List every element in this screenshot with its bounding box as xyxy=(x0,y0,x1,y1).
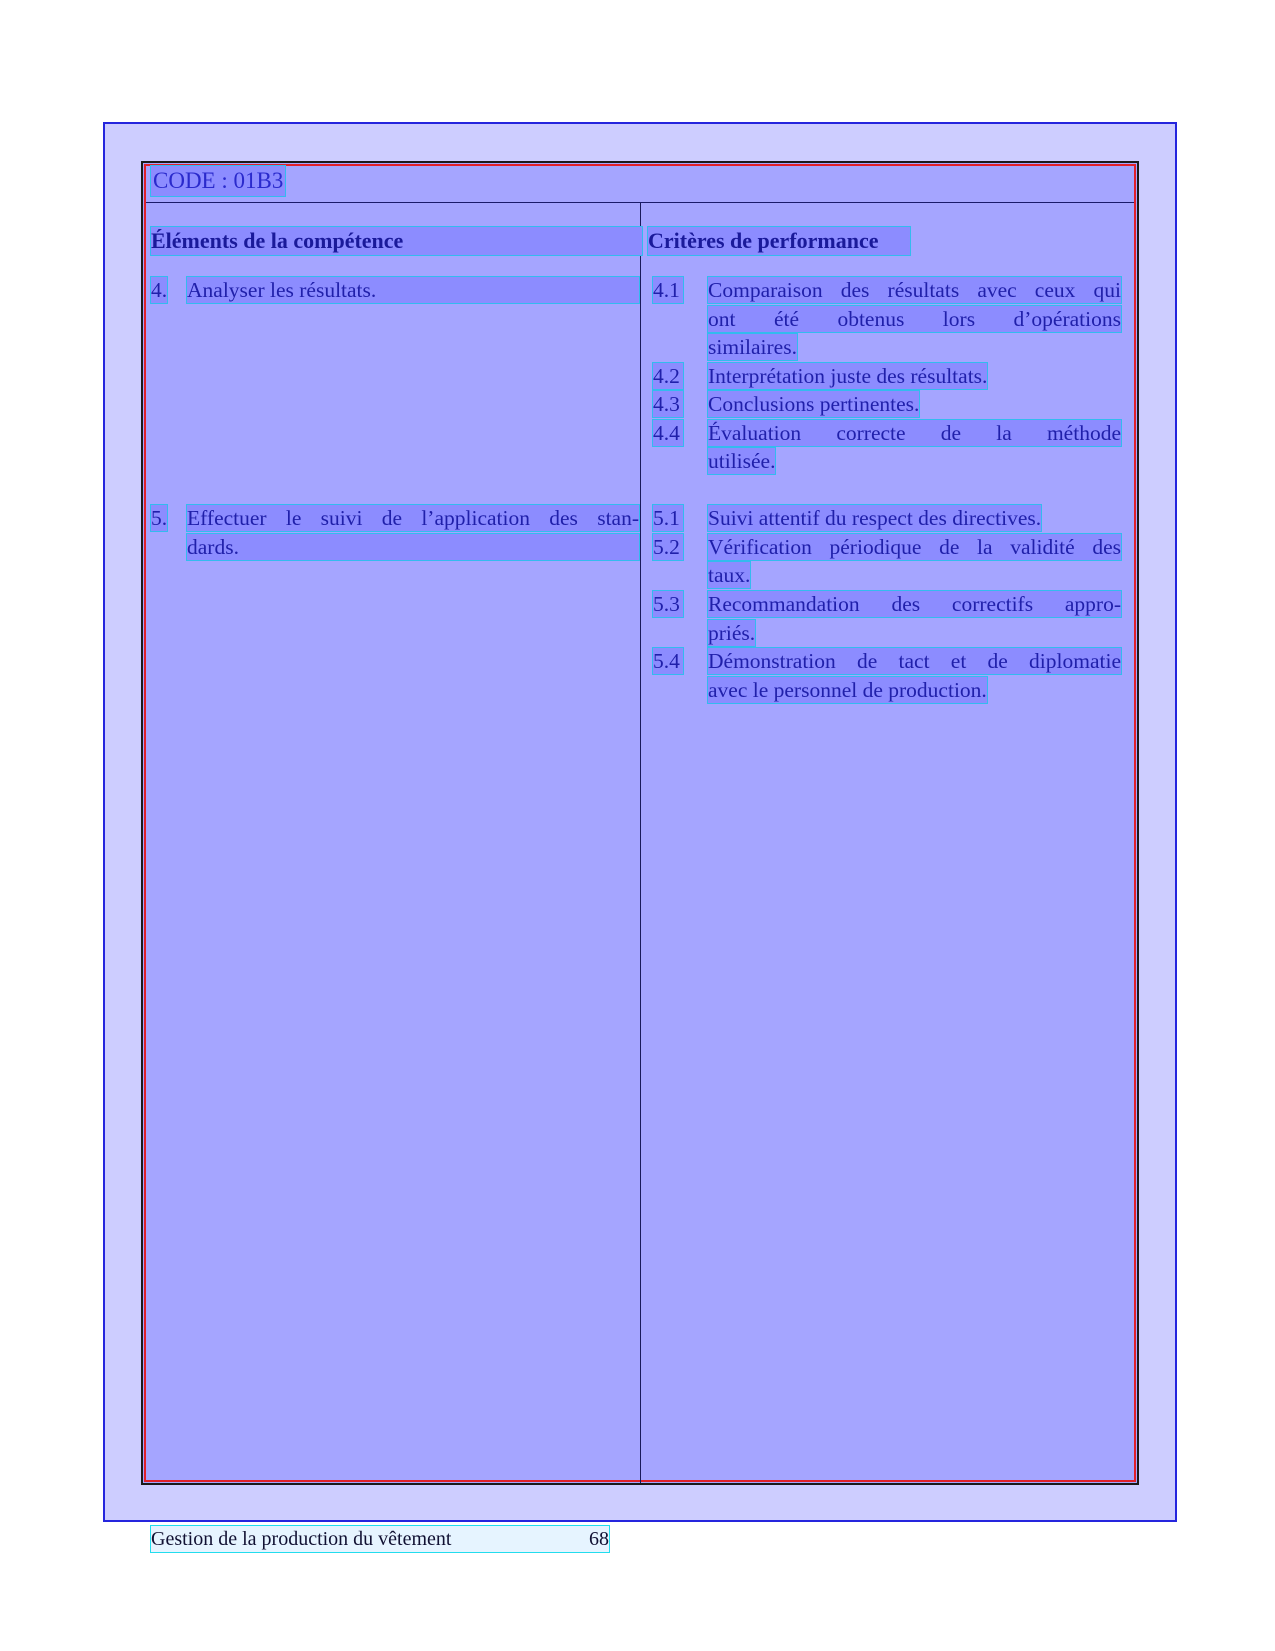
competence-code: CODE : 01B3 xyxy=(151,166,285,196)
column-divider xyxy=(640,203,641,1483)
footer-title: Gestion de la production du vêtement xyxy=(151,1528,452,1550)
element-number: 5. xyxy=(151,506,168,530)
criterion-text: Évaluation correcte de la méthode xyxy=(708,421,1121,445)
criterion-text: Interprétation juste des résultats. xyxy=(708,364,988,388)
element-text: Effectuer le suivi de l’application des stan- xyxy=(187,506,639,530)
page-footer xyxy=(151,1526,609,1552)
criterion-text: Comparaison des résultats avec ceux qui xyxy=(708,278,1121,302)
criterion-text: utilisée. xyxy=(708,449,776,473)
criterion-number: 4.1 xyxy=(653,277,683,303)
element-number: 4. xyxy=(151,278,168,302)
header-elements: Éléments de la compétence xyxy=(151,227,642,255)
criterion-text: Recommandation des correctifs appro- xyxy=(708,592,1121,616)
element-text: Analyser les résultats. xyxy=(187,277,639,303)
criterion-number: 4.4 xyxy=(653,420,683,446)
code-row xyxy=(146,166,1134,203)
criterion-text: similaires. xyxy=(708,335,797,359)
page-number: 68 xyxy=(589,1528,609,1550)
criterion-text: taux. xyxy=(708,563,751,587)
element-text: dards. xyxy=(187,534,639,560)
criterion-text: Suivi attentif du respect des directives. xyxy=(708,506,1042,530)
criterion-text: priés. xyxy=(708,621,756,645)
header-criteria: Critères de performance xyxy=(648,227,910,255)
criterion-text: Vérification périodique de la validité des xyxy=(708,535,1121,559)
criterion-number: 5.3 xyxy=(653,591,683,617)
criterion-number: 5.1 xyxy=(653,505,683,531)
criterion-text: ont été obtenus lors d’opérations xyxy=(708,307,1121,331)
criterion-number: 4.3 xyxy=(653,391,683,417)
criterion-text: Conclusions pertinentes. xyxy=(708,392,920,416)
criterion-number: 4.2 xyxy=(653,363,683,389)
criterion-number: 5.4 xyxy=(653,648,683,674)
criterion-text: avec le personnel de production. xyxy=(708,678,987,702)
criterion-text: Démonstration de tact et de diplomatie xyxy=(708,649,1121,673)
criterion-number: 5.2 xyxy=(653,534,683,560)
